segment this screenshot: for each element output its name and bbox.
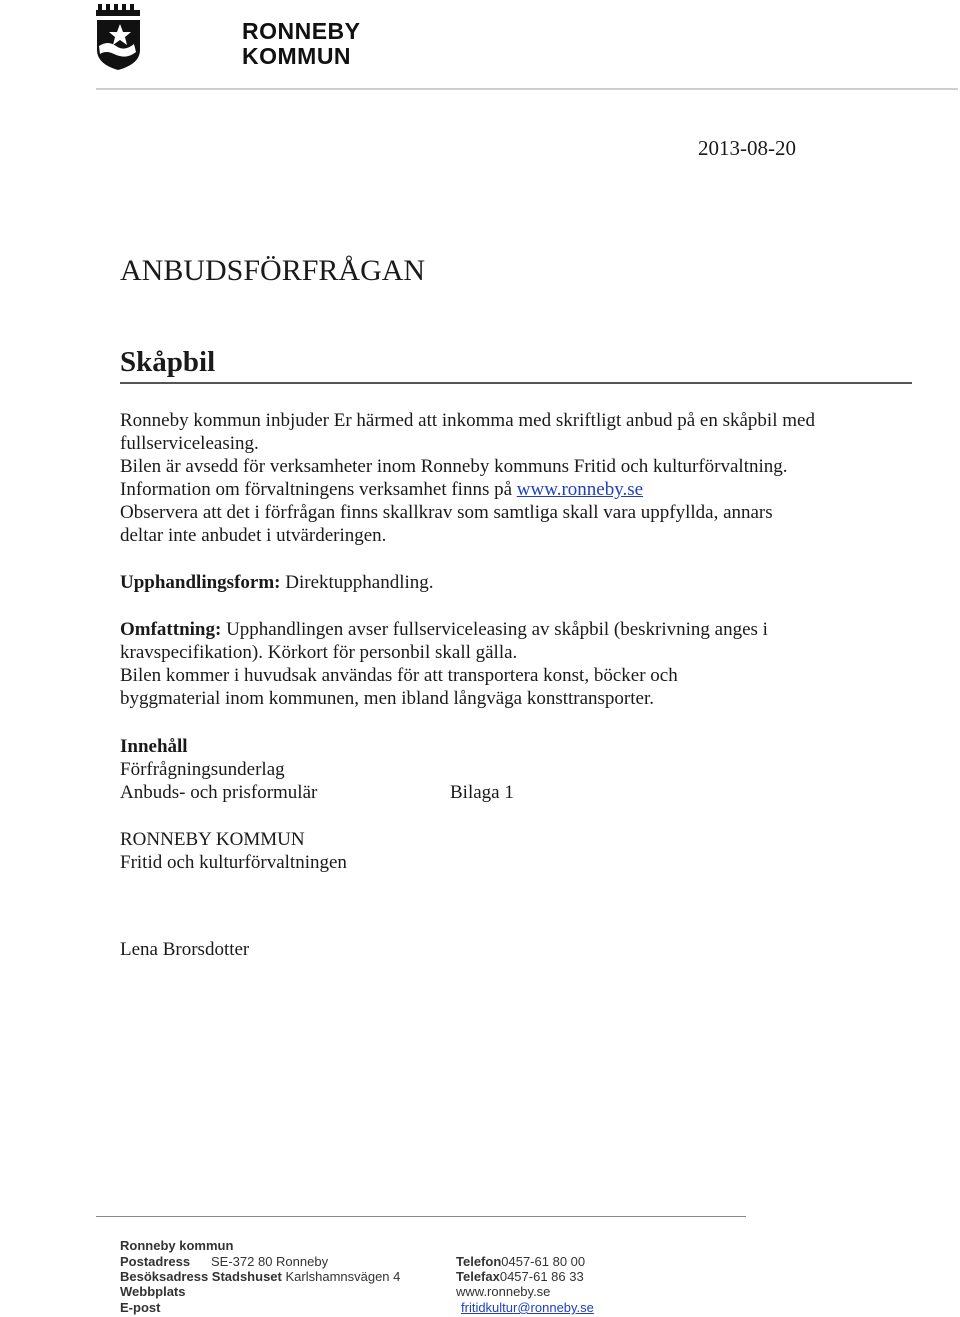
footer-telefon-label: Telefon xyxy=(456,1254,502,1269)
footer-besoksadress xyxy=(120,1269,400,1284)
omfattning-text-1: Upphandlingen avser fullserviceleasing av skåpbil (beskrivning anges i xyxy=(221,619,768,640)
omfattning-label: Omfattning: xyxy=(120,619,222,640)
innehall-item-1: Förfrågningsunderlag xyxy=(120,759,285,780)
footer-besoksadress-label: Besöksadress Stadshuset xyxy=(120,1269,282,1284)
footer-divider xyxy=(96,1216,746,1217)
footer-telefax xyxy=(456,1269,584,1284)
footer-telefon xyxy=(456,1254,585,1269)
footer-org: Ronneby kommun xyxy=(120,1238,234,1253)
innehall-item-2: Anbuds- och prisformulär xyxy=(120,782,318,803)
footer-telefax-value: 0457-61 86 33 xyxy=(499,1269,584,1284)
sender-name: Lena Brorsdotter xyxy=(120,939,250,960)
upphandlingsform-label: Upphandlingsform: xyxy=(120,572,281,593)
document-title: ANBUDSFÖRFRÅGAN xyxy=(120,254,426,287)
omfattning-line-3: Bilen kommer i huvudsak användas för att transportera konst, böcker och xyxy=(120,665,678,686)
logo-text-line2: KOMMUN xyxy=(242,43,352,69)
upphandlingsform-line xyxy=(120,571,434,594)
footer-email-value[interactable]: fritidkultur@ronneby.se xyxy=(461,1300,594,1315)
footer-epost-label: E-post xyxy=(120,1300,161,1315)
logo-text-line1: RONNEBY xyxy=(242,18,361,44)
footer-email-link[interactable] xyxy=(461,1300,594,1315)
footer-postadress xyxy=(120,1254,190,1269)
omfattning-line-1 xyxy=(120,618,768,641)
intro-line-6: deltar inte anbudet i utvärderingen. xyxy=(120,525,387,546)
intro-line-3: Bilen är avsedd för verksamheter inom Ronneby kommuns Fritid och kulturförvaltning. xyxy=(120,456,788,477)
intro-line-1: Ronneby kommun inbjuder Er härmed att inkomma med skriftligt anbud på en skåpbil med xyxy=(120,410,815,431)
ronneby-website-link[interactable]: www.ronneby.se xyxy=(516,479,644,500)
footer-besoksadress-value: Karlshamnsvägen 4 xyxy=(285,1269,401,1284)
footer-web-value[interactable]: www.ronneby.se xyxy=(456,1284,551,1299)
intro-line-5: Observera att det i förfrågan finns skallkrav som samtliga skall vara uppfyllda, annars xyxy=(120,502,773,523)
footer-postadress-label: Postadress xyxy=(120,1254,191,1269)
footer-postadress-value: SE-372 80 Ronneby xyxy=(211,1254,329,1269)
document-date: 2013-08-20 xyxy=(698,136,796,160)
header-divider xyxy=(96,88,958,90)
subtitle-divider xyxy=(120,382,912,384)
footer-telefon-value: 0457-61 80 00 xyxy=(501,1254,586,1269)
document-subtitle: Skåpbil xyxy=(120,346,216,378)
omfattning-line-4: byggmaterial inom kommunen, men ibland långväga konsttransporter. xyxy=(120,688,654,709)
intro-line-2: fullserviceleasing. xyxy=(120,433,259,454)
intro-line-4 xyxy=(120,478,643,501)
ronneby-crest-icon xyxy=(96,2,142,72)
innehall-heading: Innehåll xyxy=(120,736,188,757)
innehall-item-2-attachment: Bilaga 1 xyxy=(450,782,514,803)
omfattning-line-2: kravspecifikation). Körkort för personbil skall gälla. xyxy=(120,642,518,663)
upphandlingsform-value: Direktupphandling. xyxy=(280,572,434,593)
ronneby-logo xyxy=(96,2,361,72)
sender-org: RONNEBY KOMMUN xyxy=(120,829,305,850)
sender-dept: Fritid och kulturförvaltningen xyxy=(120,852,347,873)
footer-webbplats-label: Webbplats xyxy=(120,1284,186,1299)
intro-line-4-text: Information om förvaltningens verksamhet finns på xyxy=(120,479,517,500)
footer-telefax-label: Telefax xyxy=(456,1269,500,1284)
